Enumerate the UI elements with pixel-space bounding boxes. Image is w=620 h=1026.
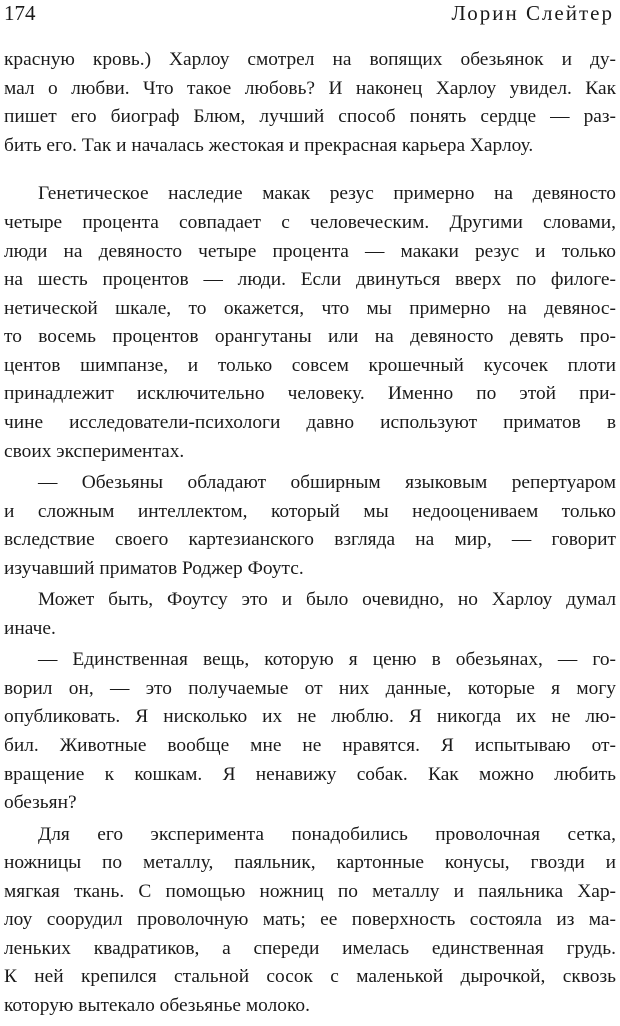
text-line: К ней крепился стальной сосок с маленькой дырочкой, сквозь xyxy=(4,966,616,988)
text-line: бил. Животные вообще мне не нравятся. Я испытываю от- xyxy=(4,734,616,756)
text-line: Для его эксперимента понадобились проволочная сетка, xyxy=(38,823,616,845)
text-line: ворил он, — это получаемые от них данные, которые я могу xyxy=(4,677,616,699)
text-line: четыре процента совпадает с человеческим. Другими словами, xyxy=(4,211,616,233)
text-line: Может быть, Фоутсу это и было очевидно, но Харлоу думал xyxy=(38,589,616,611)
text-line: — Обезьяны обладают обширным языковым репертуаром xyxy=(38,472,616,493)
text-line: нетической шкале, то окажется, что мы примерно на девянос- xyxy=(4,297,616,319)
text-line: своих экспериментах. xyxy=(4,440,185,462)
text-line: и сложным интеллектом, который мы недооцениваем только xyxy=(4,500,616,522)
text-line: то восемь процентов орангутаны или на девяносто девять про- xyxy=(4,326,616,348)
text-line: иначе. xyxy=(4,617,56,639)
text-line: ножницы по металлу, паяльник, картонные конусы, гвозди и xyxy=(4,852,616,874)
text-line: красную кровь.) Харлоу смотрел на вопящих обезьянок и ду- xyxy=(4,49,616,70)
text-line: на шесть процентов — люди. Если двинуться вверх по филоге- xyxy=(4,269,616,291)
text-line: мягкая ткань. С помощью ножниц по металлу и паяльника Хар- xyxy=(4,880,616,902)
text-line: вращение к кошкам. Я ненавижу собак. Как можно любить xyxy=(4,763,616,785)
text-line: обезьян? xyxy=(4,792,77,814)
text-line: люди на девяносто четыре процента — макаки резус и только xyxy=(4,240,616,262)
text-line: изучавший приматов Роджер Фоутс. xyxy=(4,557,304,579)
text-line: центов шимпанзе, и только совсем крошечный кусочек плоти xyxy=(4,354,616,376)
text-line: лоу соорудил проволочную мать; ее поверхность состояла из ма- xyxy=(4,909,616,931)
text-line: пишет его биограф Блюм, лучший способ понять сердце — раз- xyxy=(4,106,616,128)
running-head: Лорин Слейтер xyxy=(451,1,614,25)
text-line: опубликовать. Я нисколько их не люблю. Я никогда их не лю- xyxy=(4,706,616,728)
text-line: мал о любви. Что такое любовь? И наконец Харлоу увидел. Как xyxy=(4,77,616,99)
text-line: которую вытекало обезьянье молоко. xyxy=(4,995,310,1016)
page-header xyxy=(4,0,614,28)
text-line: принадлежит исключительно человеку. Именно по этой при- xyxy=(4,383,616,405)
text-line: — Единственная вещь, которую я ценю в обезьянах, — го- xyxy=(38,649,616,671)
text-line: Генетическое наследие макак резус примерно на девяносто xyxy=(38,183,616,205)
text-line: леньких квадратиков, а спереди имелась единственная грудь. xyxy=(4,937,616,959)
text-line: чине исследователи-психологи давно используют приматов в xyxy=(4,412,616,433)
text-line: вследствие своего картезианского взгляда на мир, — говорит xyxy=(4,529,616,551)
text-line: бить его. Так и началась жестокая и прекрасная карьера Харлоу. xyxy=(4,134,534,156)
page-number: 174 xyxy=(4,1,36,25)
